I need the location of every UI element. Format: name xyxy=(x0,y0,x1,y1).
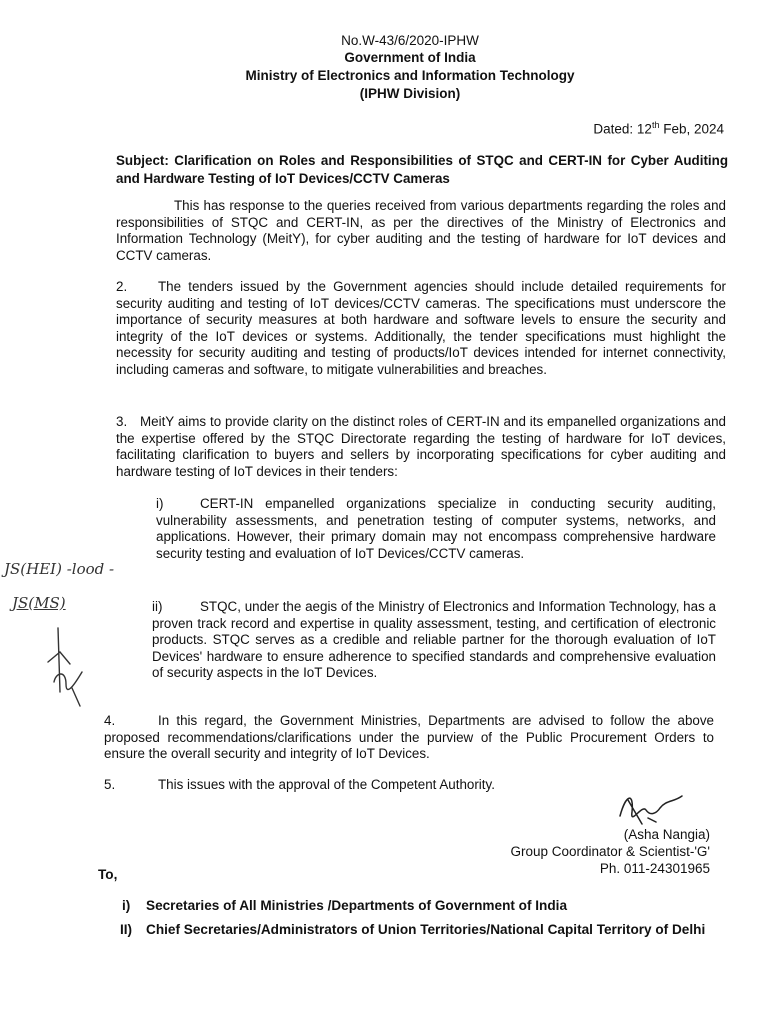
addressee-2-number: II) xyxy=(120,922,133,937)
signatory-phone: Ph. 011-24301965 xyxy=(599,861,710,876)
sub-item-ii: STQC, under the aegis of the Ministry of Electronics and Information Technology, has a proven track record and expertise in quality assessment, testing, and certification of electronic products. STQC serves as a credible and reliable partner for the thorough evaluation of IoT Devices' hardware to ensure adherence to specified standards and comprehensive evaluation of security aspects in the IoT Devices. xyxy=(152,599,716,681)
paragraph-4: In this regard, the Government Ministries, Departments are advised to follow the above proposed recommendations/clarifications under the purview of the Public Procurement Orders to ensure the overall security and integrity of IoT Devices. xyxy=(104,713,714,762)
paragraph-5-number: 5. xyxy=(104,777,116,792)
paragraph-3-number: 3. xyxy=(116,414,128,429)
date-line xyxy=(593,120,724,137)
reference-number: No.W-43/6/2020-IPHW xyxy=(341,33,479,48)
paragraph-3: MeitY aims to provide clarity on the distinct roles of CERT-IN and its empanelled organizations and the expertise offered by the STQC Directorate regarding the testing of hardware for IoT devices, facilitating clarification to buyers and sellers by incorporating specifications for cyber auditing and hardware testing of IoT devices in their tenders: xyxy=(116,414,726,479)
division-heading: (IPHW Division) xyxy=(359,86,461,101)
paragraph-5: This issues with the approval of the Competent Authority. xyxy=(158,777,495,792)
handwritten-arrow-mark xyxy=(36,622,102,718)
addressee-2: Chief Secretaries/Administrators of Union Territories/National Capital Territory of Delhi xyxy=(146,922,706,937)
date-suffix: Feb, 2024 xyxy=(659,121,724,137)
to-label: To, xyxy=(98,867,118,882)
date-sup: th xyxy=(651,120,660,130)
signatory-name: (Asha Nangia) xyxy=(623,827,710,842)
signatory-designation: Group Coordinator & Scientist-'G' xyxy=(510,844,710,859)
date-prefix: Dated: 12 xyxy=(593,121,652,137)
addressee-1: Secretaries of All Ministries /Departments of Government of India xyxy=(146,898,568,913)
sub-item-i-number: i) xyxy=(156,496,164,511)
paragraph-2: The tenders issued by the Government agencies should include detailed requirements for security auditing and testing of IoT devices/CCTV cameras. The specifications must underscore the importance of security measures at both hardware and software levels to ensure the security and integrity of the IoT devices or systems. Additionally, the tender specifications must highlight the necessity for security auditing and testing of products/IoT devices intended for internet connectivity, including cameras and software, to mitigate vulnerabilities and breaches. xyxy=(116,279,726,377)
ministry-heading: Ministry of Electronics and Information Technology xyxy=(245,68,575,83)
sub-item-ii-number: ii) xyxy=(152,599,163,614)
addressee-1-number: i) xyxy=(122,898,131,913)
handwritten-note-2: JS(MS) xyxy=(12,594,66,612)
paragraph-4-number: 4. xyxy=(104,713,116,728)
paragraph-1: This has response to the queries received from various departments regarding the roles and responsibilities of STQC and CERT-IN, as per the directives of the Ministry of Electronics and Information Technology (MeitY), for cyber auditing and the testing of hardware for IoT devices and CCTV cameras. xyxy=(116,198,726,263)
subject-line: Subject: Clarification on Roles and Responsibilities of STQC and CERT-IN for Cyber Auditing and Hardware Testing of IoT Devices/CCTV Cameras xyxy=(116,153,728,186)
handwritten-note-1: JS(HEI) -lood - xyxy=(4,560,115,578)
paragraph-2-number: 2. xyxy=(116,279,128,294)
government-heading: Government of India xyxy=(344,50,476,65)
sub-item-i: CERT-IN empanelled organizations specialize in conducting security auditing, vulnerability assessments, and penetration testing of computer systems, networks, and applications. However, their primary domain may not encompass comprehensive hardware security testing and evaluation of IoT Devices/CCTV cameras. xyxy=(156,496,716,561)
